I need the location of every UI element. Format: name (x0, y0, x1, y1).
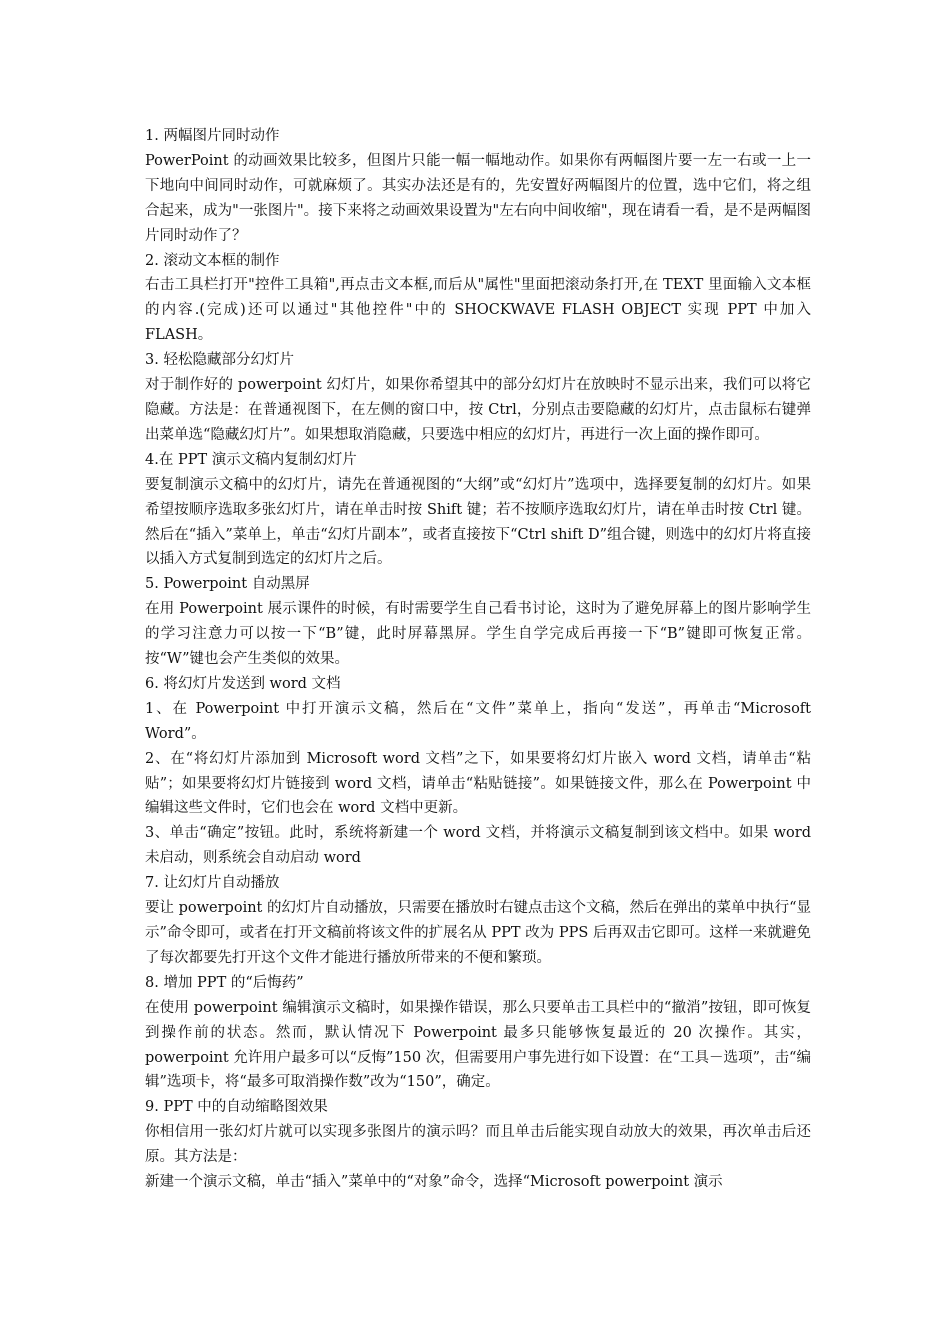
paragraph-4: 要复制演示文稿中的幻灯片，请先在普通视图的“大纲”或“幻灯片”选项中，选择要复制的幻灯片。如果希望按顺序选取多张幻灯片，请在单击时按 Shift 键；若不按顺序选取幻灯片，请在单击时按 Ctrl 键。然后在“插入”菜单上，单击“幻灯片副本”，或者直接按下“Ctrl shift D”组合键，则选中的幻灯片将直接以插入方式复制到选定的幻灯片之后。 (145, 476, 811, 568)
paragraph-6-step-3: 3、单击“确定”按钮。此时，系统将新建一个 word 文档，并将演示文稿复制到该文档中。如果 word 未启动，则系统会自动启动 word (145, 825, 811, 867)
paragraph-5: 在用 Powerpoint 展示课件的时候，有时需要学生自己看书讨论，这时为了避免屏幕上的图片影响学生的学习注意力可以按一下“B”键，此时屏幕黑屏。学生自学完成后再接一下“B”键即可恢复正常。按“W”键也会产生类似的效果。 (145, 601, 811, 668)
paragraph-8: 在使用 powerpoint 编辑演示文稿时，如果操作错误，那么只要单击工具栏中的“撤消”按钮，即可恢复到操作前的状态。然而，默认情况下 Powerpoint 最多只能够恢复最近的 20 次操作。其实，powerpoint 允许用户最多可以“反悔”150 次，但需要用户事先进行如下设置：在“工具－选项”，击“编辑”选项卡，将“最多可取消操作数”改为“150”，确定。 (145, 999, 811, 1091)
section-heading-1: 1. 两幅图片同时动作 (145, 128, 280, 144)
paragraph-7: 要让 powerpoint 的幻灯片自动播放，只需要在播放时右键点击这个文稿，然后在弹出的菜单中执行“显示”命令即可，或者在打开文稿前将该文件的扩展名从 PPT 改为 PPS 后再双击它即可。这样一来就避免了每次都要先打开这个文件才能进行播放所带来的不便和繁琐。 (145, 900, 811, 966)
section-heading-5: 5. Powerpoint 自动黑屏 (145, 576, 310, 593)
paragraph-2: 右击工具栏打开"控件工具箱",再点击文本框,而后从"属性"里面把滚动条打开,在 TEXT 里面输入文本框的内容.(完成)还可以通过"其他控件"中的 SHOCKWAVE FLASH OBJECT 实现 PPT 中加入 FLASH。 (145, 277, 811, 344)
section-heading-4: 4.在 PPT 演示文稿内复制幻灯片 (145, 451, 357, 468)
paragraph-9: 你相信用一张幻灯片就可以实现多张图片的演示吗？而且单击后能实现自动放大的效果，再次单击后还原。其方法是： (145, 1124, 811, 1166)
paragraph-9-continued: 新建一个演示文稿，单击“插入”菜单中的“对象”命令，选择“Microsoft powerpoint 演示 (145, 1174, 723, 1191)
section-heading-9: 9. PPT 中的自动缩略图效果 (145, 1099, 328, 1116)
section-heading-3: 3. 轻松隐藏部分幻灯片 (145, 352, 294, 369)
document-page (145, 124, 811, 1195)
section-heading-6: 6. 将幻灯片发送到 word 文档 (145, 675, 341, 692)
paragraph-6-step-2: 2、在“将幻灯片添加到 Microsoft word 文档”之下，如果要将幻灯片嵌入 word 文档，请单击“粘贴”；如果要将幻灯片链接到 word 文档，请单击“粘贴链接”。如果链接文件，那么在 Powerpoint 中编辑这些文件时，它们也会在 word 文档中更新。 (145, 750, 811, 817)
paragraph-3: 对于制作好的 powerpoint 幻灯片，如果你希望其中的部分幻灯片在放映时不显示出来，我们可以将它隐藏。方法是：在普通视图下，在左侧的窗口中，按 Ctrl，分别点击要隐藏的幻灯片，点击鼠标右键弹出菜单选“隐藏幻灯片”。如果想取消隐藏，只要选中相应的幻灯片，再进行一次上面的操作即可。 (145, 377, 811, 443)
section-heading-8: 8. 增加 PPT 的“后悔药” (145, 974, 304, 991)
paragraph-6-step-1: 1、在 Powerpoint 中打开演示文稿，然后在“文件”菜单上，指向“发送”，再单击“Microsoft Word”。 (145, 700, 811, 742)
paragraph-1: PowerPoint 的动画效果比较多，但图片只能一幅一幅地动作。如果你有两幅图片要一左一右或一上一下地向中间同时动作，可就麻烦了。其实办法还是有的，先安置好两幅图片的位置，选中它们，将之组合起来，成为"一张图片"。接下来将之动画效果设置为"左右向中间收缩"，现在请看一看，是不是两幅图片同时动作了？ (145, 152, 811, 244)
section-heading-2: 2. 滚动文本框的制作 (145, 252, 280, 269)
section-heading-7: 7. 让幻灯片自动播放 (145, 875, 280, 892)
